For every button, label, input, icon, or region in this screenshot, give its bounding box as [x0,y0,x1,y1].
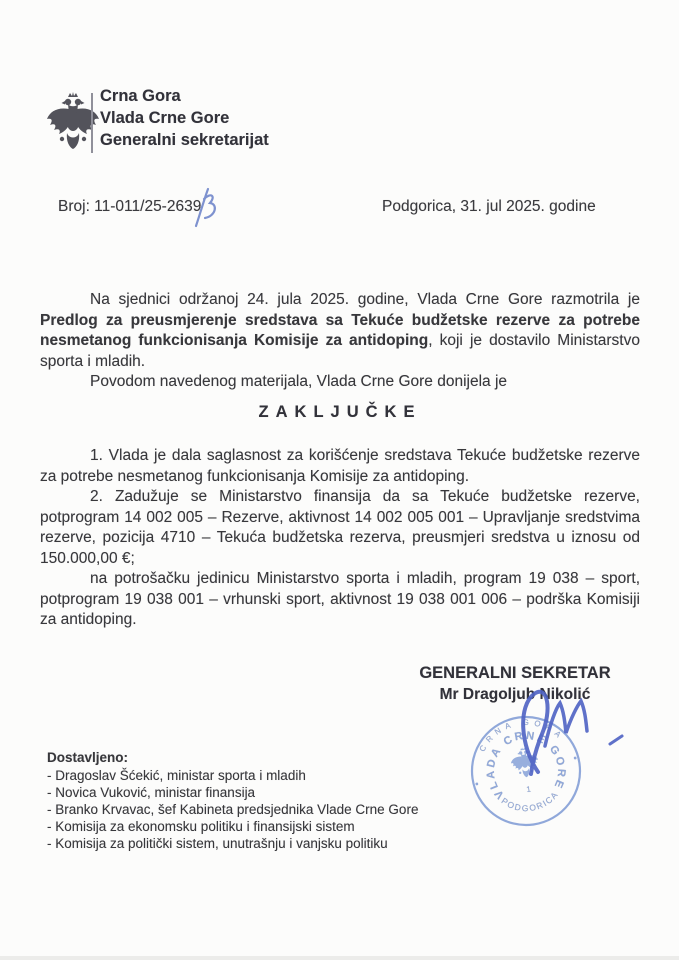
intro-text: Na sjednici održanoj 24. jula 2025. godine, Vlada Crne Gore razmotrila je [90,291,640,308]
intro-text-end: , koji je dostavilo Ministarstvo sporta i mladih. [40,332,640,370]
paragraph-intro [40,290,640,372]
distribution-label: Dostavljeno: [47,750,129,765]
letterhead [100,85,269,151]
signature-scribble [490,684,650,794]
conclusion-item-2-continued: na potrošačku jedinicu Ministarstvo sporta i mladih, program 19 038 – sport, potprogram 19 038 001 – vrhunski sport, aktivnost 19 038 001 006 – podrška Komisiji za antidoping. [40,570,640,628]
distribution-item: - Novica Vuković, ministar finansija [47,785,256,800]
org-government: Vlada Crne Gore [100,109,230,127]
handwritten-mark [190,186,220,230]
conclusion-item-2: 2. Zadužuje se Ministarstvo finansija da sa Tekuće budžetske rezerve, potprogram 14 002 005 – Rezerve, aktivnost 14 002 005 001 – Upravljanje sredstvima rezerve, pozicija 4710 – Tekuća budžetska rezerva, preusmjeri sredstva u iznosu od 150.000,00 €; [40,488,640,567]
place-and-date: Podgorica, 31. jul 2025. godine [382,198,596,215]
stamp-outer-text: CRNA GORA [477,717,567,754]
distribution-list [47,767,418,852]
stamp-dot-left [475,782,478,785]
header-divider [91,93,93,153]
stamp-inner-text: VLADA CRNE GORE [484,729,568,801]
distribution-item: - Branko Krvavac, šef Kabineta predsjednika Vlade Crne Gore [47,802,419,817]
conclusions-heading: ZAKLJUČKE [258,402,422,421]
stamp-city-text: PODGORICA [499,788,561,814]
scan-edge [0,956,679,960]
distribution-item: - Komisija za ekonomsku politiku i finansijski sistem [47,819,355,834]
distribution-item: - Dragoslav Šćekić, ministar sporta i mladih [47,768,306,783]
org-secretariat: Generalni sekretarijat [100,131,269,149]
distribution-item: - Komisija za politički sistem, unutrašnju i vanjsku politiku [47,836,388,851]
stamp-number: 1 [525,784,532,795]
proposal-title: Predlog za preusmjerenje sredstava sa Tekuće budžetske rezerve za potrebe nesmetanog funkcionisanja Komisije za antidoping [40,311,640,349]
signatory-title: GENERALNI SEKRETAR [419,664,611,682]
conclusion-item-1: 1. Vlada je dala saglasnost za korišćenje sredstava Tekuće budžetske rezerve za potrebe nesmetanog funkcionisanja Komisije za antidoping. [40,447,640,485]
signatory-name: Mr Dragoljub Nikolić [439,686,591,703]
coat-of-arms-icon [44,89,102,155]
document-body [40,290,640,631]
org-country: Crna Gora [100,87,181,105]
reference-number: Broj: 11-011/25-2639 [58,198,202,215]
paragraph-povodom: Povodom navedenog materijala, Vlada Crne Gore donijela je [90,373,508,390]
distribution-section [47,749,418,852]
